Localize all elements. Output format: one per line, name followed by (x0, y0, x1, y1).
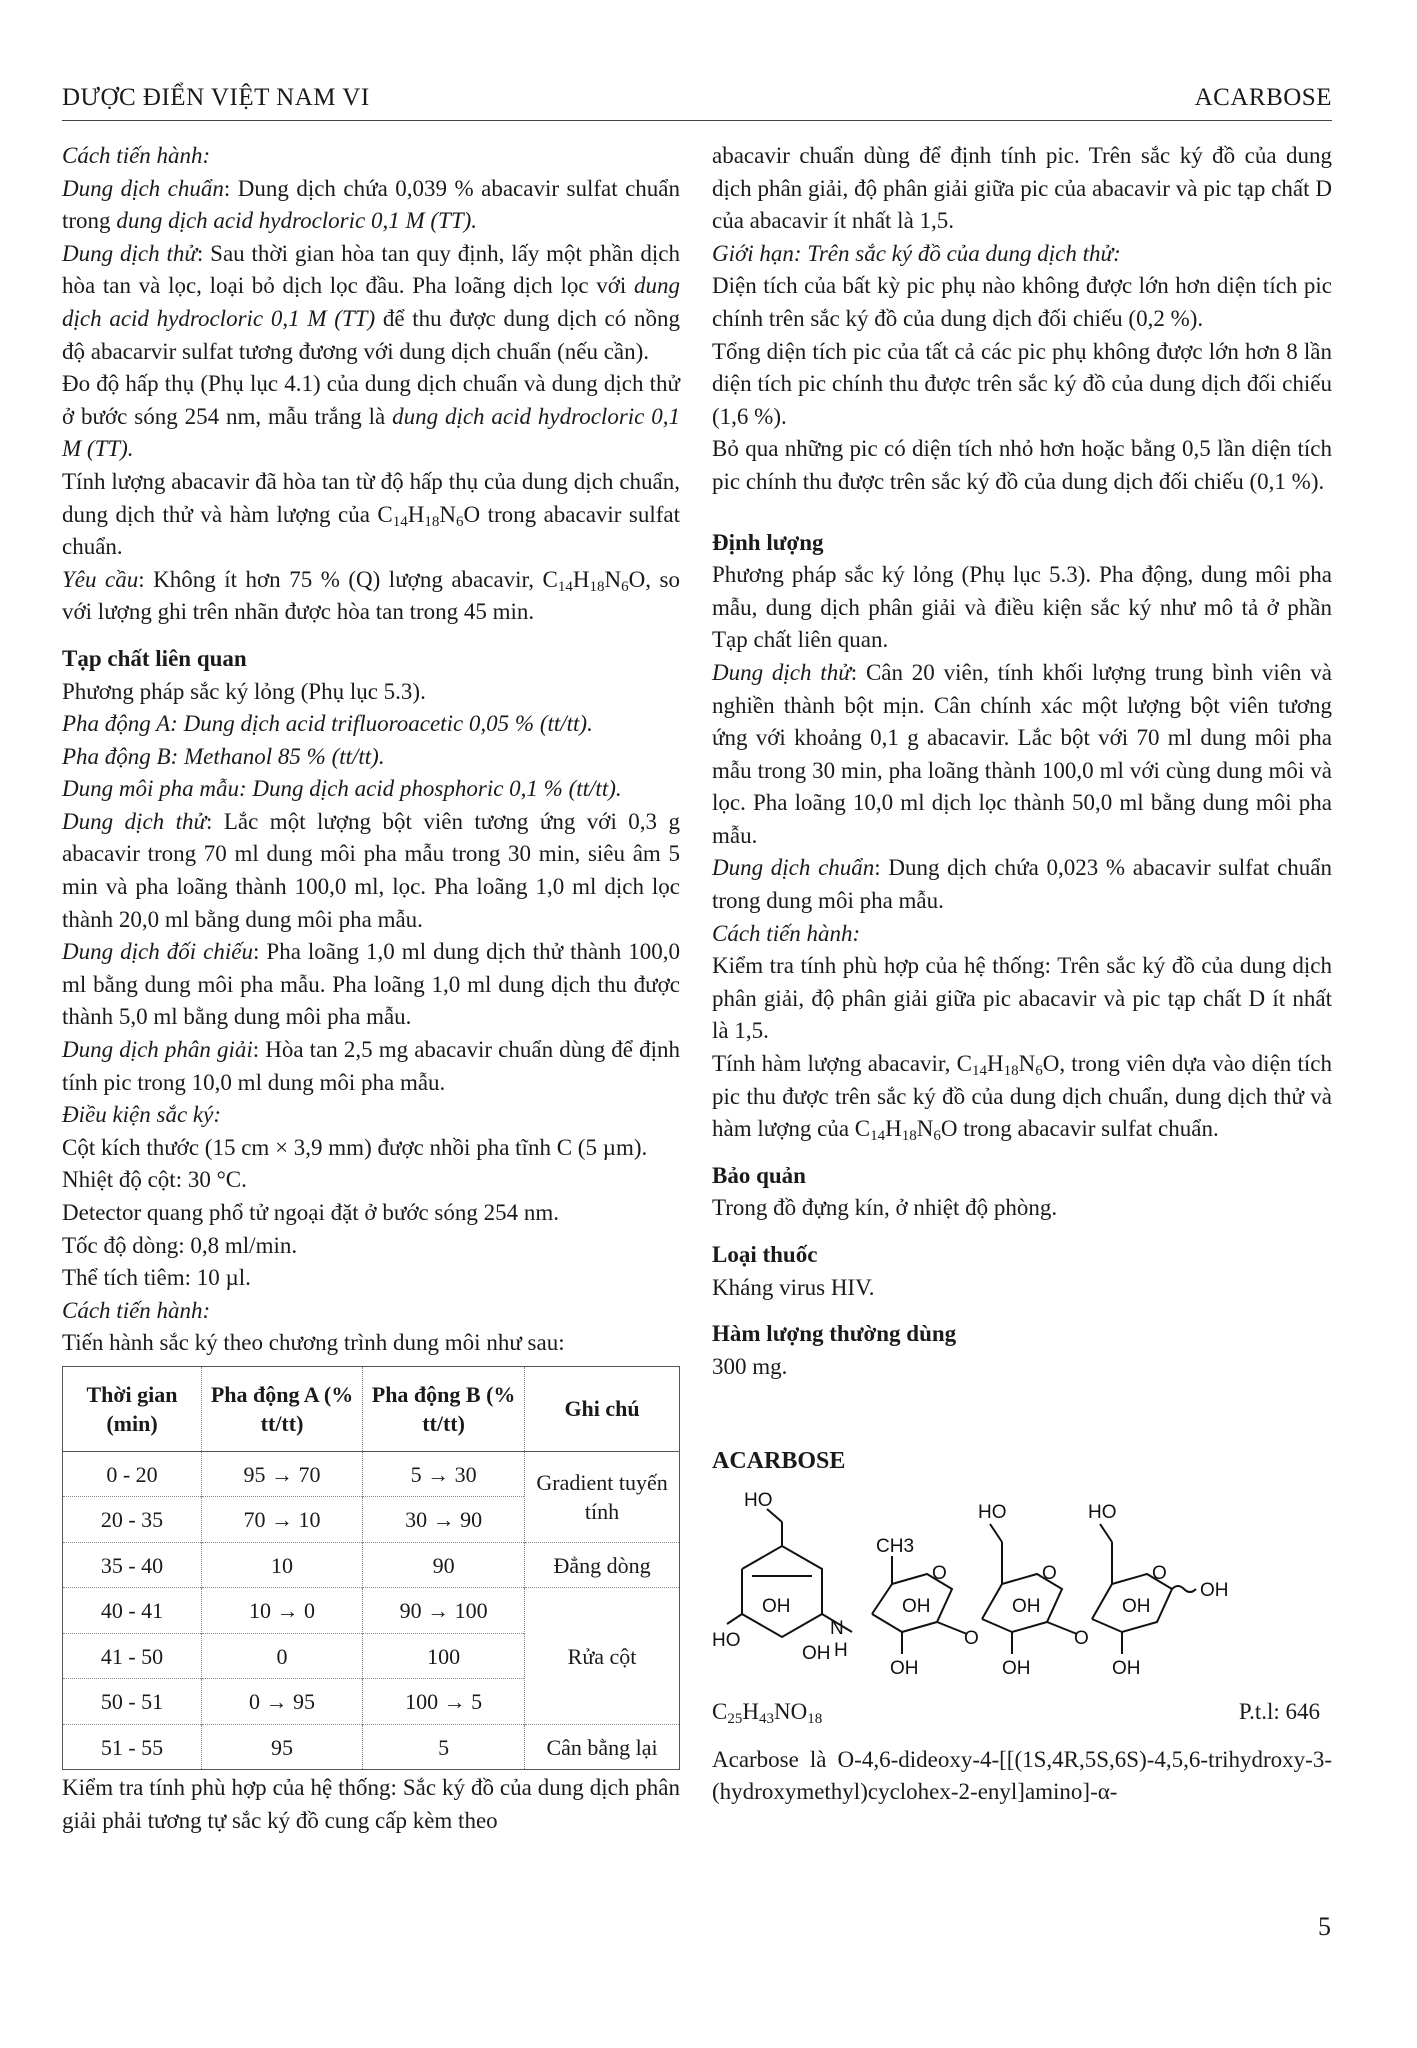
ho-label: HO (744, 1489, 773, 1511)
left-column (62, 140, 680, 1838)
table-cell: 0 → 95 (202, 1679, 363, 1725)
table-row (63, 1451, 680, 1497)
monograph-title: ACARBOSE (712, 1448, 846, 1475)
table-cell: 0 - 20 (63, 1451, 202, 1497)
oh-label: OH (1112, 1657, 1141, 1679)
assay-method-paragraph: Phương pháp sắc ký lỏng (Phụ lục 5.3). Pha động, dung môi pha mẫu, dung dịch phân giải và điều kiện sắc ký như mô tả ở phần Tạp chất liên quan. (712, 562, 1332, 653)
gradient-program-table (62, 1366, 680, 1771)
o-label: O (1074, 1627, 1089, 1649)
requirement-paragraph: Yêu cầu: Không ít hơn 75 % (Q) lượng abacavir, $C_{14}H_{18}N_6O$, so với lượng ghi trên nhãn được hòa tan trong 45 min. (62, 566, 680, 625)
oh-label: OH (802, 1642, 831, 1664)
o-label: O (1152, 1562, 1167, 1584)
header-book-title: DƯỢC ĐIỂN VIỆT NAM VI (62, 84, 370, 111)
table-cell: 50 - 51 (63, 1679, 202, 1725)
table-note-cell: Gradient tuyến tính (525, 1451, 680, 1542)
table-cell: 90 → 100 (363, 1588, 525, 1634)
column-line: Cột kích thước (15 cm × 3,9 mm) được nhồi pha tĩnh C (5 µm). (62, 1134, 648, 1160)
storage-text: Trong đồ đựng kín, ở nhiệt độ phòng. (712, 1195, 1058, 1221)
header-monograph-title: ACARBOSE (1194, 84, 1332, 111)
table-row (63, 1542, 680, 1588)
table-cell: 10 (202, 1542, 363, 1588)
acarbose-structure-diagram (712, 1484, 1332, 1684)
table-cell: 100 (363, 1633, 525, 1679)
table-cell: 35 - 40 (63, 1542, 202, 1588)
oh-label: OH (1002, 1657, 1031, 1679)
assay-test-solution-paragraph: Dung dịch thử: Cân 20 viên, tính khối lượng trung bình viên và nghiền thành bột mịn. Cân chính xác một lượng bột viên tương ứng với khoảng 0,1 g abacavir. Lắc bột với 70 ml dung môi pha mẫu trong 30 min, pha loãng thành 100,0 ml với cùng dung môi và lọc. Pha loãng 10,0 ml dịch lọc thành 50,0 ml bằng dung môi pha mẫu. (712, 659, 1332, 848)
drug-class-text: Kháng virus HIV. (712, 1274, 875, 1300)
ch3-label: CH3 (876, 1535, 915, 1557)
limits-line: Giới hạn: Trên sắc ký đồ của dung dịch thử: (712, 240, 1121, 266)
assay-standard-solution-paragraph: Dung dịch chuẩn: Dung dịch chứa 0,023 % abacavir sulfat chuẩn trong dung môi pha mẫu. (712, 855, 1332, 914)
n-label: N (830, 1617, 844, 1639)
table-cell: 0 (202, 1633, 363, 1679)
oh-label: OH (1012, 1595, 1041, 1617)
formula-row (712, 1696, 1332, 1732)
table-cell: 95 (202, 1724, 363, 1770)
table-cell: 5 (363, 1724, 525, 1770)
limit-total-paragraph: Tổng diện tích pic của tất cả các pic phụ không được lớn hơn 8 lần diện tích pic chính thu được trên sắc ký đồ của dung dịch đối chiếu (1,6 %). (712, 338, 1332, 429)
oh-label: OH (762, 1595, 791, 1617)
chromatographic-conditions-label: Điều kiện sắc ký: (62, 1102, 222, 1128)
molecular-weight: P.t.l: 646 (1238, 1698, 1320, 1724)
resolution-solution-paragraph: Dung dịch phân giải: Hòa tan 2,5 mg abacavir chuẩn dùng để định tính pic trong 10,0 ml dung môi pha mẫu. (62, 1037, 680, 1095)
ho-label: HO (978, 1501, 1007, 1523)
table-cell: 20 - 35 (63, 1497, 202, 1543)
procedure-label-2: Cách tiến hành: (62, 1297, 211, 1323)
related-substances-heading: Tạp chất liên quan (62, 645, 247, 671)
test-solution-paragraph: Dung dịch thử: Sau thời gian hòa tan quy định, lấy một phần dịch hòa tan và lọc, loại bỏ dịch lọc đầu. Pha loãng dịch lọc với dung dịch acid hydrocloric 0,1 M (TT) để thu được dung dịch có nồng độ abacarvir sulfat tương đương với dung dịch chuẩn (nếu cần). (62, 240, 680, 364)
table-note-cell: Cân bằng lại (525, 1724, 680, 1770)
reference-solution-paragraph: Dung dịch đối chiếu: Pha loãng 1,0 ml dung dịch thử thành 100,0 ml bằng dung môi pha mẫu. Pha loãng 1,0 ml dung dịch thu được thành 5,0 ml bằng dung môi pha mẫu. (62, 939, 681, 1030)
anomeric-oh-label: OH (1200, 1579, 1229, 1601)
table-note-cell: Rửa cột (525, 1588, 680, 1725)
table-header-note: Ghi chú (525, 1366, 680, 1451)
table-cell: 95 → 70 (202, 1451, 363, 1497)
disregard-limit-paragraph: Bỏ qua những pic có diện tích nhỏ hơn hoặc bằng 0,5 lần diện tích pic chính thu được trên sắc ký đồ của dung dịch đối chiếu (0,1 %). (712, 436, 1332, 494)
right-column (712, 140, 1332, 1809)
oh-label: OH (1122, 1595, 1151, 1617)
column-temperature-line: Nhiệt độ cột: 30 °C. (62, 1167, 247, 1193)
procedure-label: Cách tiến hành: (62, 143, 211, 168)
flow-rate-line: Tốc độ dòng: 0,8 ml/min. (62, 1232, 298, 1258)
table-header-phase-b: Pha động B (% tt/tt) (363, 1366, 525, 1451)
table-cell: 90 (363, 1542, 525, 1588)
absorbance-paragraph: Đo độ hấp thụ (Phụ lục 4.1) của dung dịch chuẩn và dung dịch thử ở bước sóng 254 nm, mẫu trắng là dung dịch acid hydrocloric 0,1 M (TT). (62, 371, 680, 462)
drug-class-heading: Loại thuốc (712, 1242, 818, 1267)
standard-solution-paragraph: Dung dịch chuẩn: Dung dịch chứa 0,039 % abacavir sulfat chuẩn trong dung dịch acid hydrocloric 0,1 M (TT). (62, 175, 680, 234)
ho-label: HO (1088, 1501, 1117, 1523)
acarbose-description: Acarbose là O-4,6-dideoxy-4-[[(1S,4R,5S,6S)-4,5,6-trihydroxy-3-(hydroxymethyl)cyclohex-2-enyl]amino]-α- (712, 1746, 1332, 1805)
mobile-phase-b-line: Pha động B: Methanol 85 % (tt/tt). (62, 743, 385, 769)
usual-strength-text: 300 mg. (712, 1353, 788, 1379)
table-note-cell: Đẳng dòng (525, 1542, 680, 1588)
running-header (62, 84, 1332, 121)
assay-suitability-paragraph: Kiểm tra tính phù hợp của hệ thống: Trên sắc ký đồ của dung dịch phân giải, độ phân giải giữa pic abacavir và pic tạp chất D ít nhất là 1,5. (712, 953, 1332, 1044)
acarbose-molecular-formula: $C_{25}H_{43}NO_{18}$ (712, 1698, 823, 1727)
table-cell: 40 - 41 (63, 1588, 202, 1634)
table-row (63, 1588, 680, 1634)
imp-test-solution-paragraph: Dung dịch thử: Lắc một lượng bột viên tương ứng với 0,3 g abacavir trong 70 ml dung môi pha mẫu trong 30 min, siêu âm 5 min và pha loãng thành 100,0 ml, lọc. Pha loãng 1,0 ml dịch lọc thành 20,0 ml bằng dung môi pha mẫu. (62, 808, 680, 932)
table-cell: 30 → 90 (363, 1497, 525, 1543)
o-label: O (964, 1627, 979, 1649)
gradient-intro-line: Tiến hành sắc ký theo chương trình dung môi như sau: (62, 1330, 565, 1356)
table-header-row (63, 1366, 680, 1451)
table-cell: 51 - 55 (63, 1724, 202, 1770)
storage-heading: Bảo quản (712, 1162, 806, 1188)
diluent-line: Dung môi pha mẫu: Dung dịch acid phosphoric 0,1 % (tt/tt). (62, 776, 622, 802)
table-cell: 100 → 5 (363, 1679, 525, 1725)
lc-method-line: Phương pháp sắc ký lỏng (Phụ lục 5.3). (62, 678, 426, 704)
assay-calculation-paragraph: Tính hàm lượng abacavir, $C_{14}H_{18}N_6O$, trong viên dựa vào diện tích pic thu được trên sắc ký đồ của dung dịch chuẩn, dung dịch thử và hàm lượng của $C_{14}H_{18}N_6O$ trong abacavir sulfat chuẩn. (712, 1051, 1332, 1145)
system-suitability-paragraph: Kiểm tra tính phù hợp của hệ thống: Sắc ký đồ của dung dịch phân giải phải tương tự sắc ký đồ cung cấp kèm theo (62, 1775, 680, 1834)
table-header-phase-a: Pha động A (% tt/tt) (202, 1366, 363, 1451)
oh-label: OH (902, 1595, 931, 1617)
o-label: O (1042, 1562, 1057, 1584)
calculation-paragraph: Tính lượng abacavir đã hòa tan từ độ hấp thụ của dung dịch chuẩn, dung dịch thử và hàm lượng của $C_{14}H_{18}N_6O$ trong abacavir sulfat chuẩn. (62, 468, 681, 560)
injection-volume-line: Thể tích tiêm: 10 µl. (62, 1265, 251, 1291)
h-label: H (834, 1639, 848, 1661)
table-row (63, 1724, 680, 1770)
o-label: O (932, 1562, 947, 1584)
limit-any-peak-paragraph: Diện tích của bất kỳ pic phụ nào không được lớn hơn diện tích pic chính trên sắc ký đồ của dung dịch đối chiếu (0,2 %). (712, 273, 1332, 331)
usual-strength-heading: Hàm lượng thường dùng (712, 1321, 957, 1347)
oh-label: OH (890, 1657, 919, 1679)
table-cell: 41 - 50 (63, 1633, 202, 1679)
table-cell: 5 → 30 (363, 1451, 525, 1497)
table-header-time: Thời gian (min) (63, 1366, 202, 1451)
assay-procedure-label: Cách tiến hành: (712, 920, 861, 946)
table-cell: 10 → 0 (202, 1588, 363, 1634)
assay-heading: Định lượng (712, 529, 824, 555)
mobile-phase-a-line: Pha động A: Dung dịch acid trifluoroacetic 0,05 % (tt/tt). (62, 711, 593, 737)
page-number: 5 (1318, 1912, 1331, 1941)
ho-label: HO (712, 1629, 741, 1651)
resolution-continuation-paragraph: abacavir chuẩn dùng để định tính pic. Trên sắc ký đồ của dung dịch phân giải, độ phân giải giữa pic của abacavir và pic tạp chất D của abacavir ít nhất là 1,5. (712, 143, 1332, 234)
table-cell: 70 → 10 (202, 1497, 363, 1543)
detector-line: Detector quang phổ tử ngoại đặt ở bước sóng 254 nm. (62, 1200, 560, 1225)
